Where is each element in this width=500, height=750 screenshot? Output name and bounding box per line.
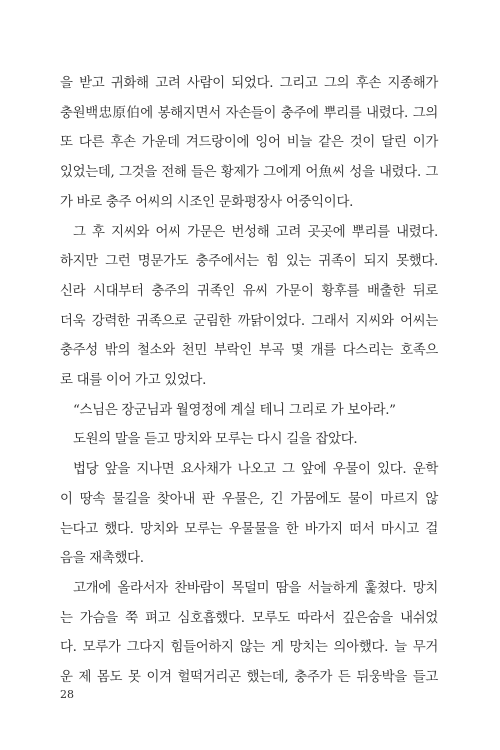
body-text: [60, 69, 438, 693]
text-line: 는 가슴을 쭉 펴고 심호흡했다. 모루도 따라서 깊은숨을 내쉬었: [60, 610, 438, 626]
text-line: 또 다른 후손 가운데 겨드랑이에 잉어 비늘 같은 것이 달린 이가: [60, 135, 438, 151]
page-number: 28: [60, 688, 74, 701]
text-line: 신라 시대부터 충주의 귀족인 유씨 가문이 황후를 배출한 뒤로: [60, 283, 438, 299]
text-line: “스님은 장군님과 월영정에 계실 테니 그리로 가 보아라.”: [73, 402, 396, 418]
text-line: 그 후 지씨와 어씨 가문은 번성해 고려 곳곳에 뿌리를 내렸다.: [73, 224, 438, 240]
text-line: 하지만 그런 명문가도 충주에서는 힘 있는 귀족이 되지 못했다.: [60, 254, 438, 270]
text-line: 을 받고 귀화해 고려 사람이 되었다. 그리고 그의 후손 지종해가: [60, 76, 438, 91]
paragraph: [60, 396, 438, 426]
text-line: 이 땅속 물길을 찾아내 판 우물은, 긴 가뭄에도 물이 마르지 않: [60, 491, 438, 507]
text-line: 가 바로 충주 어씨의 시조인 문화평장사 어중익이다.: [60, 194, 354, 210]
text-line: 법당 앞을 지나면 요사채가 나오고 그 앞에 우물이 있다. 운학: [73, 462, 438, 478]
paragraph: [60, 69, 438, 218]
text-line: 충원백忠原伯에 봉해지면서 자손들이 충주에 뿌리를 내렸다. 그의: [60, 105, 438, 121]
text-line: 다. 모루가 그다지 힘들어하지 않는 게 망치는 의아했다. 늘 무거: [60, 640, 438, 656]
paragraph: [60, 218, 438, 396]
text-line: 로 대를 이어 가고 있었다.: [60, 373, 207, 389]
text-line: 운 제 몸도 못 이겨 헐떡거리곤 했는데, 충주가 든 뒤웅박을 들고: [60, 670, 438, 686]
paragraph: [60, 455, 438, 574]
text-line: 는다고 했다. 망치와 모루는 우물물을 한 바가지 떠서 마시고 걸: [60, 521, 438, 537]
text-line: 충주성 밖의 철소와 천민 부락인 부곡 몇 개를 다스리는 호족으: [60, 343, 438, 359]
paragraph: [60, 574, 438, 693]
text-line: 있었는데, 그것을 전해 들은 황제가 그에게 어魚씨 성을 내렸다. 그: [60, 165, 438, 181]
text-line: 도원의 말을 듣고 망치와 모루는 다시 길을 잡았다.: [73, 432, 358, 448]
paragraph: [60, 425, 438, 455]
text-line: 고개에 올라서자 찬바람이 목덜미 땀을 서늘하게 훑쳤다. 망치: [73, 580, 438, 596]
text-line: 음을 재촉했다.: [60, 551, 144, 567]
text-line: 더욱 강력한 귀족으로 군림한 까닭이었다. 그래서 지씨와 어씨는: [60, 313, 438, 329]
